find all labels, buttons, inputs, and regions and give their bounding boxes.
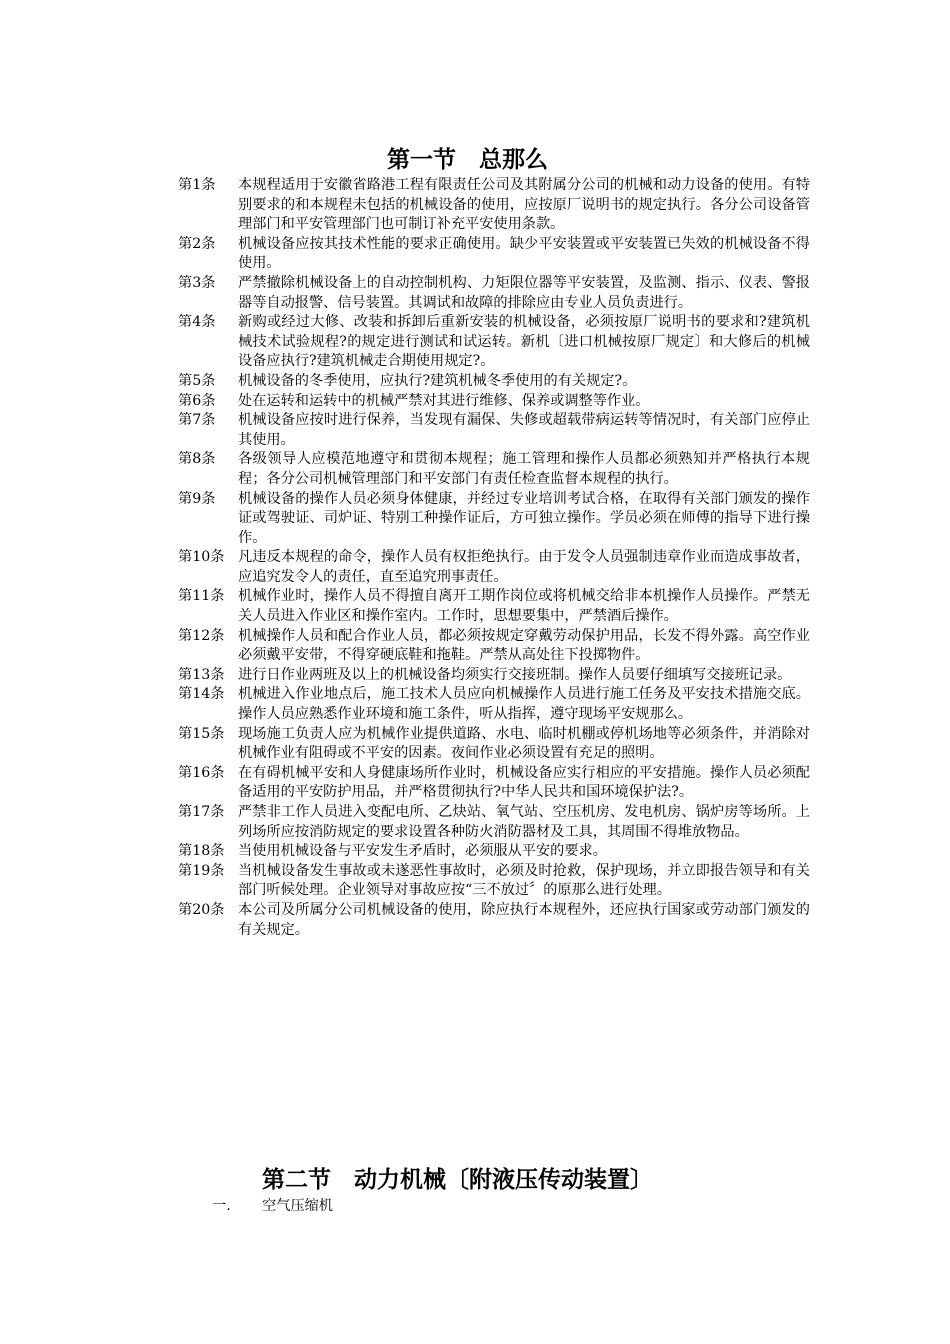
article-list — [178, 176, 810, 940]
article-number: 第8条 — [178, 451, 216, 468]
article-number: 第11条 — [178, 588, 225, 605]
article-row — [178, 274, 810, 313]
article-number: 第5条 — [178, 372, 216, 389]
article-row — [178, 862, 810, 901]
subsection-label: 空气压缩机 — [262, 1198, 333, 1214]
article-number: 第9条 — [178, 490, 216, 507]
article-number: 第15条 — [178, 725, 225, 742]
article-text: 机械进入作业地点后，施工技术人员应向机械操作人员进行施工任务及平安技术措施交底。操作人员应熟悉作业环境和施工条件，听从指挥，遵守现场平安规那么。 — [238, 686, 810, 723]
article-text: 严禁非工作人员进入变配电所、乙炔站、氧气站、空压机房、发电机房、锅炉房等场所。上列场所应按消防规定的要求设置各种防火消防器材及工具，其周围不得堆放物品。 — [238, 804, 810, 840]
article-row — [178, 313, 810, 372]
article-row — [178, 842, 810, 862]
article-row — [178, 235, 810, 274]
article-text: 机械设备的操作人员必须身体健康，并经过专业培训考试合格，在取得有关部门颁发的操作证或驾驶证、司炉证、特别工种操作证后，方可独立操作。学员必须在师傅的指导下进行操作。 — [238, 490, 810, 546]
article-row — [178, 372, 810, 392]
article-text: 处在运转和运转中的机械严禁对其进行维修、保养或调整等作业。 — [238, 392, 650, 409]
article-row — [178, 803, 810, 842]
article-text: 机械设备应按时进行保养，当发现有漏保、失修或超载带病运转等情况时，有关部门应停止其使用。 — [238, 412, 810, 448]
article-row — [178, 725, 810, 764]
article-number: 第10条 — [178, 549, 225, 566]
article-text: 在有碍机械平安和人身健康场所作业时，机械设备应实行相应的平安措施。操作人员必须配备适用的平安防护用品，并严格贯彻执行?中华人民共和国环境保护法?。 — [238, 764, 810, 801]
article-number: 第3条 — [178, 274, 216, 291]
article-row — [178, 764, 810, 803]
subsection-item — [212, 1197, 333, 1217]
article-row — [178, 490, 810, 549]
article-text: 凡违反本规程的命令，操作人员有权拒绝执行。由于发令人员强制违章作业而造成事故者，应追究发令人的责任，直至追究刑事责任。 — [238, 549, 810, 585]
article-text: 当使用机械设备与平安发生矛盾时，必须服从平安的要求。 — [238, 843, 607, 860]
article-number: 第2条 — [178, 235, 216, 252]
article-text: 本规程适用于安徽省路港工程有限责任公司及其附属分公司的机械和动力设备的使用。有特别要求的和本规程未包括的机械设备的使用，应按原厂说明书的规定执行。各分公司设备管理部门和平安管理部门也可制订补充平安使用条款。 — [238, 177, 810, 233]
article-text: 机械作业时，操作人员不得擅自离开工期作岗位或将机械交给非本机操作人员操作。严禁无关人员进入作业区和操作室内。工作时，思想要集中，严禁酒后操作。 — [238, 588, 810, 625]
article-text: 本公司及所属分公司机械设备的使用，除应执行本规程外，还应执行国家或劳动部门颁发的有关规定。 — [238, 901, 810, 938]
article-text: 各级领导人应模范地遵守和贯彻本规程；施工管理和操作人员都必须熟知并严格执行本规程；各分公司机械管理部门和平安部门有责任检查监督本规程的执行。 — [238, 451, 810, 487]
article-number: 第16条 — [178, 764, 225, 781]
article-row — [178, 587, 810, 626]
article-text: 现场施工负责人应为机械作业提供道路、水电、临时机棚或停机场地等必须条件，并消除对机械作业有阻碍或不平安的因素。夜间作业必须设置有充足的照明。 — [238, 725, 810, 762]
article-row — [178, 411, 810, 450]
article-text: 机械设备应按其技术性能的要求正确使用。缺少平安装置或平安装置已失效的机械设备不得使用。 — [238, 235, 810, 272]
section-2-title: 第二节 动力机械〔附液压传动装置〕 — [262, 1166, 653, 1193]
article-row — [178, 450, 810, 489]
article-text: 当机械设备发生事故或未遂恶性事故时，必须及时抢救，保护现场，并立即报告领导和有关部门听候处理。企业领导对事故应按“三不放过〞的原那么进行处理。 — [238, 862, 810, 899]
article-number: 第19条 — [178, 862, 225, 879]
article-number: 第13条 — [178, 666, 225, 683]
article-number: 第18条 — [178, 843, 225, 860]
article-number: 第7条 — [178, 412, 216, 429]
article-row — [178, 901, 810, 940]
article-row — [178, 392, 810, 412]
article-row — [178, 666, 810, 686]
article-number: 第1条 — [178, 177, 216, 193]
article-row — [178, 627, 810, 666]
article-row — [178, 548, 810, 587]
article-number: 第14条 — [178, 686, 225, 703]
article-text: 进行日作业两班及以上的机械设备均须实行交接班制。操作人员要仔细填写交接班记录。 — [238, 666, 792, 683]
article-number: 第4条 — [178, 314, 216, 331]
article-row — [178, 685, 810, 724]
article-number: 第17条 — [178, 804, 225, 820]
article-text: 新购或经过大修、改装和拆卸后重新安装的机械设备，必须按原厂说明书的要求和?建筑机械技术试验规程?的规定进行测试和试运转。新机〔进口机械按原厂规定〕和大修后的机械设备应执行?建筑机械走合期使用规定?。 — [238, 314, 810, 370]
article-text: 机械操作人员和配合作业人员，都必须按规定穿戴劳动保护用品，长发不得外露。高空作业必须戴平安带，不得穿硬底鞋和拖鞋。严禁从高处往下投掷物件。 — [238, 627, 810, 664]
section-1-title: 第一节 总那么 — [387, 146, 548, 173]
article-number: 第12条 — [178, 627, 225, 644]
article-row — [178, 176, 810, 235]
article-text: 机械设备的冬季使用，应执行?建筑机械冬季使用的有关规定?。 — [238, 372, 637, 389]
subsection-number: 一. — [212, 1198, 231, 1214]
article-text: 严禁撤除机械设备上的自动控制机构、力矩限位器等平安装置，及监测、指示、仪表、警报器等自动报警、信号装置。其调试和故障的排除应由专业人员负责进行。 — [238, 274, 810, 311]
article-number: 第20条 — [178, 901, 225, 918]
article-number: 第6条 — [178, 392, 216, 409]
